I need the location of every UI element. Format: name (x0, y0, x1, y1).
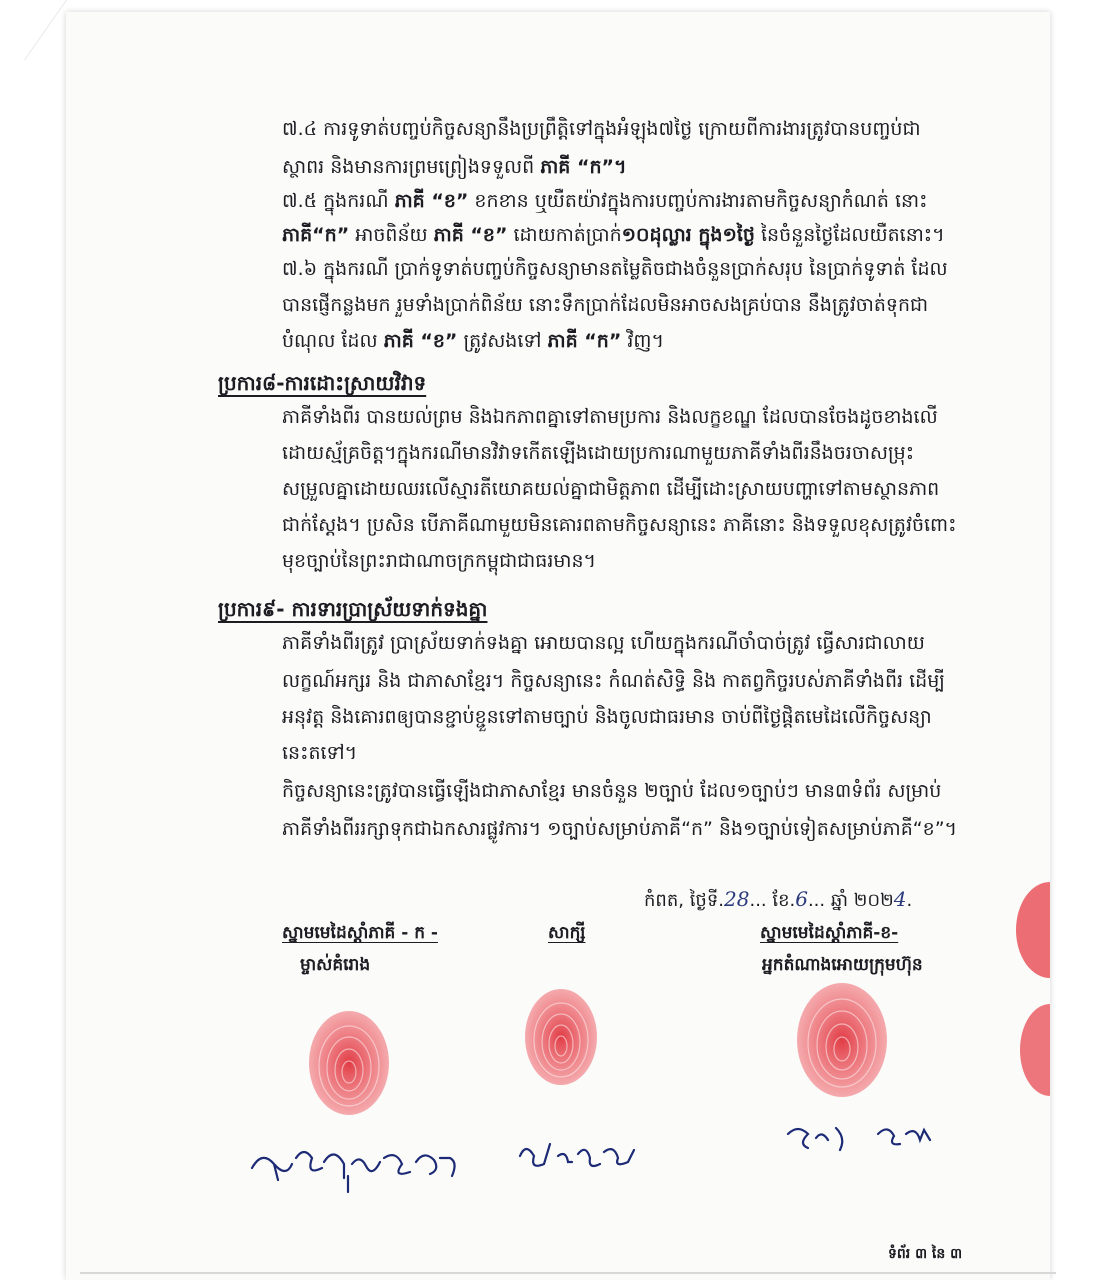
article-9-line-3: អនុវត្ត និងគោរពឲ្យបានខ្ជាប់ខ្ជួនទៅតាមច្បាប់ និងចូលជាធរមាន ចាប់ពីថ្ងៃផ្តិតមេដៃលើកិច្ចសន្យា (282, 706, 932, 728)
partial-fingerprints-edge (1012, 880, 1050, 1100)
article-9-line-6: ភាគីទាំងពីររក្សាទុកជាឯកសារផ្លូវការ។ ១ច្បាប់សម្រាប់ភាគី“ក” និង១ច្បាប់ទៀតសម្រាប់ភាគី“ខ”។ (282, 818, 958, 840)
clause-7-4-line-1: ៧.៤ ការទូទាត់បញ្ចប់កិច្ចសន្យានឹងប្រព្រឹត្តិទៅក្នុងអំឡុង៧ថ្ងៃ ក្រោយពីការងារត្រូវបានបញ្ចប់ជា (282, 118, 921, 140)
fingerprint-party-b (794, 980, 890, 1100)
article-9-line-5: កិច្ចសន្យានេះត្រូវបានធ្វើឡើងជាភាសាខ្មែរ មានចំនួន ២ច្បាប់ ដែល១ច្បាប់ៗ មាន៣ទំព័រ សម្រាប់ (282, 780, 942, 802)
date-year-digit: 4 (893, 887, 907, 911)
signature-party-b (780, 1112, 950, 1162)
clause-7-4-line-2: ស្ថាពរ និងមានការព្រមព្រៀងទទួលពី ភាគី “ក”។ (282, 156, 627, 178)
bottom-edge-line (80, 1272, 1056, 1274)
article-8-line-5: មុខច្បាប់នៃព្រះរាជាណាចក្រកម្ពុជាជាធរមាន។ (282, 550, 597, 572)
article-8-line-2: ដោយស្ម័គ្រចិត្ត។ក្នុងករណីមានវិវាទកើតឡើងដោយប្រការណាមួយភាគីទាំងពីរនឹងចរចាសម្រុះ (282, 442, 915, 464)
clause-7-5-line-2: ភាគី“ក” អាចពិន័យ ភាគី “ខ” ដោយកាត់ប្រាក់១០ដុល្លារ ក្នុង១ថ្ងៃ នៃចំនួនថ្ងៃដែលយឺតនោះ។ (282, 224, 945, 246)
article-9-line-4: នេះតទៅ។ (282, 742, 358, 764)
signature-party-a (244, 1128, 474, 1198)
clause-7-6-line-1: ៧.៦ ក្នុងករណី ប្រាក់ទូទាត់បញ្ចប់កិច្ចសន្យាមានតម្លៃតិចជាងចំនួនប្រាក់សរុប នៃប្រាក់ទូទាត់ ដែល (282, 258, 948, 280)
date-line: កំពត, ថ្ងៃទី.28... ខែ.6... ឆ្នាំ ២០២4. (644, 887, 913, 911)
fingerprint-witness (522, 986, 600, 1088)
party-b-role: អ្នកតំណាងអោយក្រុមហ៊ុន (762, 955, 923, 975)
party-b-title: ស្នាមមេដៃស្ដាំភាគី-ខ- (760, 923, 899, 943)
date-day: 28 (724, 887, 750, 911)
clause-7-5-line-1: ៧.៥ ក្នុងករណី ភាគី “ខ” ខកខាន ឬយឺតយ៉ាវក្នុងការបញ្ចប់ការងារតាមកិច្ចសន្យាកំណត់ នោះ (282, 190, 928, 212)
page-number: ទំព័រ ៣ នៃ ៣ (888, 1246, 963, 1262)
date-month: 6 (795, 887, 808, 911)
clause-7-6-line-2: បានផ្ញើកន្លងមក រួមទាំងប្រាក់ពិន័យ នោះទឹកប្រាក់ដែលមិនអាចសងគ្រប់បាន នឹងត្រូវចាត់ទុកជា (282, 294, 929, 316)
clause-7-6-line-3: បំណុល ដែល ភាគី “ខ” ត្រូវសងទៅ ភាគី “ក” វិញ។ (282, 330, 665, 352)
fingerprint-party-a (306, 1008, 392, 1118)
article-9-heading: ប្រការ៩- ការទារប្រាស្រ័យទាក់ទងគ្នា (218, 597, 488, 621)
signature-witness (512, 1126, 642, 1186)
witness-title: សាក្សី (548, 923, 586, 943)
article-9-line-2: លក្ខណ៍អក្សរ និង ជាភាសាខ្មែរ។ កិច្ចសន្យានេះ កំណត់សិទ្ធិ និង កាតព្វកិច្ចរបស់ភាគីទាំងពីរ ដើម្បី (282, 670, 945, 692)
party-a-title: ស្នាមមេដៃស្ដាំភាគី - ក - (282, 923, 438, 943)
article-8-line-4: ជាក់ស្តែង។ ប្រសិន បើភាគីណាមួយមិនគោរពតាមកិច្ចសន្យានេះ ភាគីនោះ និងទទួលខុសត្រូវចំពោះ (282, 514, 957, 536)
article-8-line-3: សម្រួលគ្នាដោយឈរលើស្មារតីយោគយល់គ្នាជាមិត្តភាព ដើម្បីដោះស្រាយបញ្ហាទៅតាមស្ថានភាព (282, 478, 940, 500)
article-9-line-1: ភាគីទាំងពីរត្រូវ ប្រាស្រ័យទាក់ទងគ្នា អោយបានល្អ ហើយក្នុងករណីចាំបាច់ត្រូវ ធ្វើសារជាលាយ (282, 632, 925, 654)
article-8-line-1: ភាគីទាំងពីរ បានយល់ព្រម និងឯកភាពគ្នាទៅតាមប្រការ និងលក្ខខណ្ឌ ដែលបានចែងដូចខាងលើ (282, 406, 938, 428)
party-a-role: ម្ចាស់គំរោង (300, 955, 371, 975)
article-8-heading: ប្រការ៨-ការដោះស្រាយវិវាទ (218, 371, 427, 395)
